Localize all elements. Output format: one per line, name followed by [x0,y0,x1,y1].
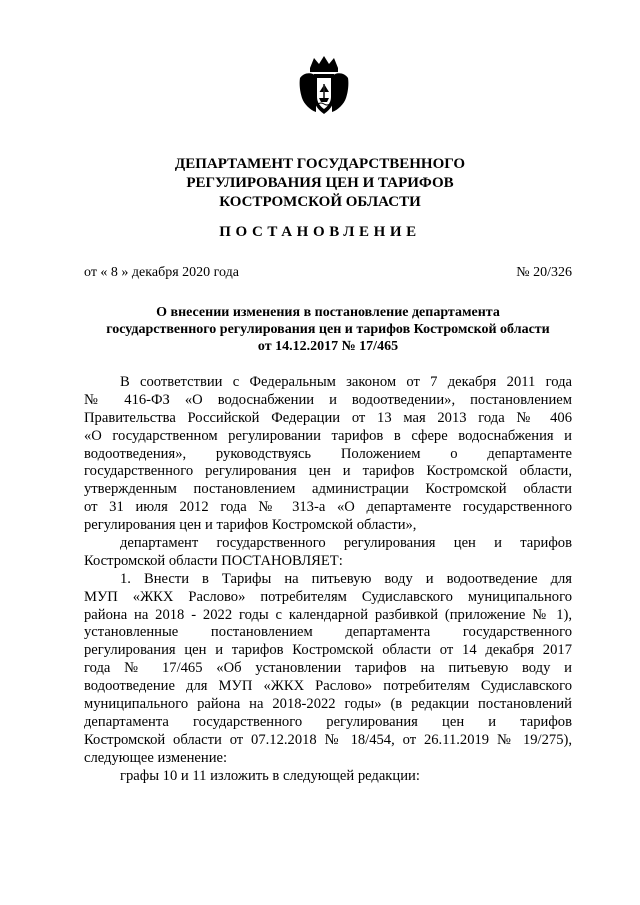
body-line: года № 17/465 «Об установлении тарифов на питьевую воду и [84,660,572,677]
body-line: государственного регулирования цен и тарифов Костромской области, [84,463,572,480]
document-body [84,374,572,785]
document-date: от « 8 » декабря 2020 года [84,265,239,280]
department-line: ДЕПАРТАМЕНТ ГОСУДАРСТВЕННОГО [174,156,466,172]
body-line: района на 2018 - 2022 годы с календарной разбивкой (приложение № 1), [84,606,572,623]
body-line: регулирования цен и тарифов Костромской области от 14 декабря 2017 [84,642,572,659]
coat-of-arms-icon [296,54,352,118]
body-line: графы 10 и 11 изложить в следующей редакции: [120,767,420,784]
body-line: регулирования цен и тарифов Костромской области», [84,517,417,534]
body-line: МУП «ЖКХ Раслово» потребителям Судиславского муниципального [84,588,572,605]
title-line: от 14.12.2017 № 17/465 [257,339,399,354]
department-line: КОСТРОМСКОЙ ОБЛАСТИ [219,194,421,210]
body-line: № 416-ФЗ «О водоснабжении и водоотведении», постановлением [84,391,572,408]
document-number: № 20/326 [516,265,572,280]
body-line: утвержденным постановлением администрации Костромской области [84,481,572,498]
body-line: Костромской области от 07.12.2018 № 18/454, от 26.11.2019 № 19/275), [84,731,572,748]
body-line: муниципального района на 2018-2022 годы» (в редакции постановлений [84,696,572,713]
body-line: установленные постановлением департамента государственного [84,624,572,641]
body-line: Правительства Российской Федерации от 13 мая 2013 года № 406 [84,409,572,426]
body-line: от 31 июля 2012 года № 313-а «О департаменте государственного [84,499,572,516]
body-line: 1. Внести в Тарифы на питьевую воду и водоотведение для [120,570,572,587]
body-line: водоотведение для МУП «ЖКХ Раслово» потребителям Судиславского [84,678,572,695]
body-line: «О государственном регулировании тарифов в сфере водоснабжения и [84,427,572,444]
body-line: департамента государственного регулирования цен и тарифов [84,713,572,730]
title-line: О внесении изменения в постановление департамента [156,305,500,320]
body-line: департамент государственного регулирования цен и тарифов [120,535,572,552]
document-type: ПОСТАНОВЛЕНИЕ [219,224,421,240]
body-line: В соответствии с Федеральным законом от 7 декабря 2011 года [120,374,572,390]
document-title [84,304,572,355]
department-name [80,155,560,212]
title-line: государственного регулирования цен и тарифов Костромской области [106,322,550,337]
body-line: Костромской области ПОСТАНОВЛЯЕТ: [84,552,343,569]
body-line: водоотведения», руководствуясь Положением о департаменте [84,445,572,462]
department-line: РЕГУЛИРОВАНИЯ ЦЕН И ТАРИФОВ [186,175,454,191]
body-line: следующее изменение: [84,749,228,766]
